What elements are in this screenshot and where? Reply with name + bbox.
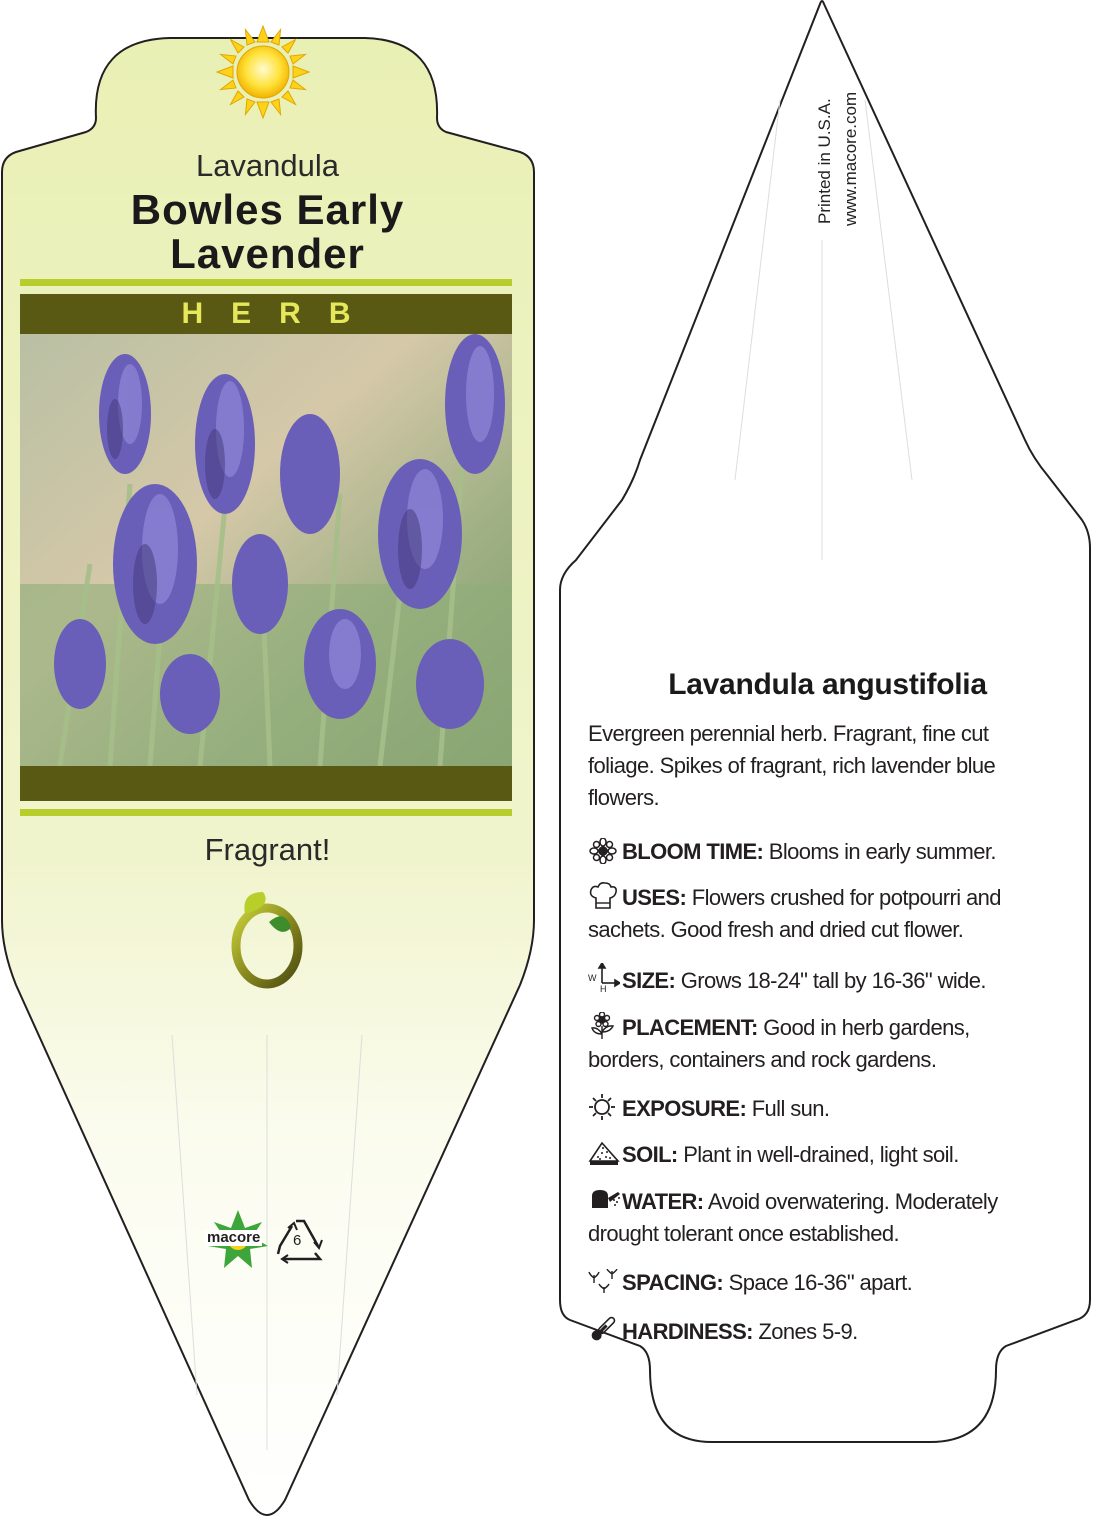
uses-text: Flowers crushed for potpourri and sachets. Good fresh and dried cut flower.: [588, 885, 1001, 942]
chef-hat-icon: [588, 882, 622, 908]
attribute-size: [588, 963, 1048, 997]
flower-icon: [588, 838, 622, 864]
tagline: Fragrant!: [204, 832, 331, 867]
category-label: HERB: [181, 297, 379, 330]
spacing-plants-icon: [588, 1269, 622, 1295]
green-rule-lower: [20, 809, 512, 816]
soil-text: Plant in well-drained, light soil.: [683, 1142, 959, 1167]
spacing-text: Space 16-36" apart.: [728, 1270, 913, 1295]
sun-icon: [588, 1093, 622, 1119]
thermometer-icon: [588, 1314, 622, 1340]
scientific-name: Lavandula angustifolia: [668, 668, 987, 701]
recycle-code: 6: [293, 1232, 302, 1249]
size-label: SIZE:: [622, 968, 676, 993]
attribute-hardiness: [588, 1314, 1048, 1348]
cultivar-title: [20, 188, 515, 276]
placement-text: Good in herb gardens, borders, containers and rock gardens.: [588, 1015, 970, 1072]
size-height-letter: H: [600, 984, 606, 993]
attribute-placement: [588, 1012, 1048, 1076]
exposure-label: EXPOSURE:: [622, 1096, 747, 1121]
placement-flower-icon: [588, 1012, 622, 1038]
bloom-time-text: Blooms in early summer.: [768, 839, 996, 864]
exposure-text: Full sun.: [751, 1096, 830, 1121]
spacing-label: SPACING:: [622, 1270, 724, 1295]
attribute-soil: [588, 1139, 1048, 1171]
soil-icon: [588, 1139, 622, 1165]
website-url: www.macore.com: [841, 91, 860, 226]
bloom-time-label: BLOOM TIME:: [622, 839, 764, 864]
size-width-letter: W: [588, 973, 596, 983]
cultivar-title-line1: Bowles Early: [130, 186, 405, 233]
size-arrows-icon: [588, 963, 622, 993]
watering-can-icon: [588, 1186, 622, 1212]
hardiness-label: HARDINESS:: [622, 1319, 753, 1344]
description: Evergreen perennial herb. Fragrant, fine cut foliage. Spikes of fragrant, rich lavender blue flowers.: [588, 721, 996, 810]
photo-bottom-band: [20, 766, 512, 801]
attribute-uses: [588, 882, 1048, 946]
printed-in-usa: Printed in U.S.A.: [815, 98, 834, 224]
hardiness-text: Zones 5-9.: [758, 1319, 858, 1344]
placement-label: PLACEMENT:: [622, 1015, 758, 1040]
attribute-bloom-time: [588, 836, 1048, 868]
lavender-photo: [20, 334, 512, 766]
attribute-spacing: [588, 1267, 1048, 1299]
macore-brand-text: macore: [207, 1229, 261, 1246]
water-label: WATER:: [622, 1189, 704, 1214]
attribute-exposure: [588, 1093, 1048, 1125]
uses-label: USES:: [622, 885, 687, 910]
water-text: Avoid overwatering. Moderately drought tolerant once established.: [588, 1189, 998, 1246]
cultivar-title-line2: Lavender: [170, 230, 365, 277]
soil-label: SOIL:: [622, 1142, 678, 1167]
size-text: Grows 18-24" tall by 16-36" wide.: [680, 968, 986, 993]
attribute-water: [588, 1186, 1048, 1250]
sun-exposure-icon: [217, 26, 309, 118]
genus-title: Lavandula: [195, 148, 340, 183]
